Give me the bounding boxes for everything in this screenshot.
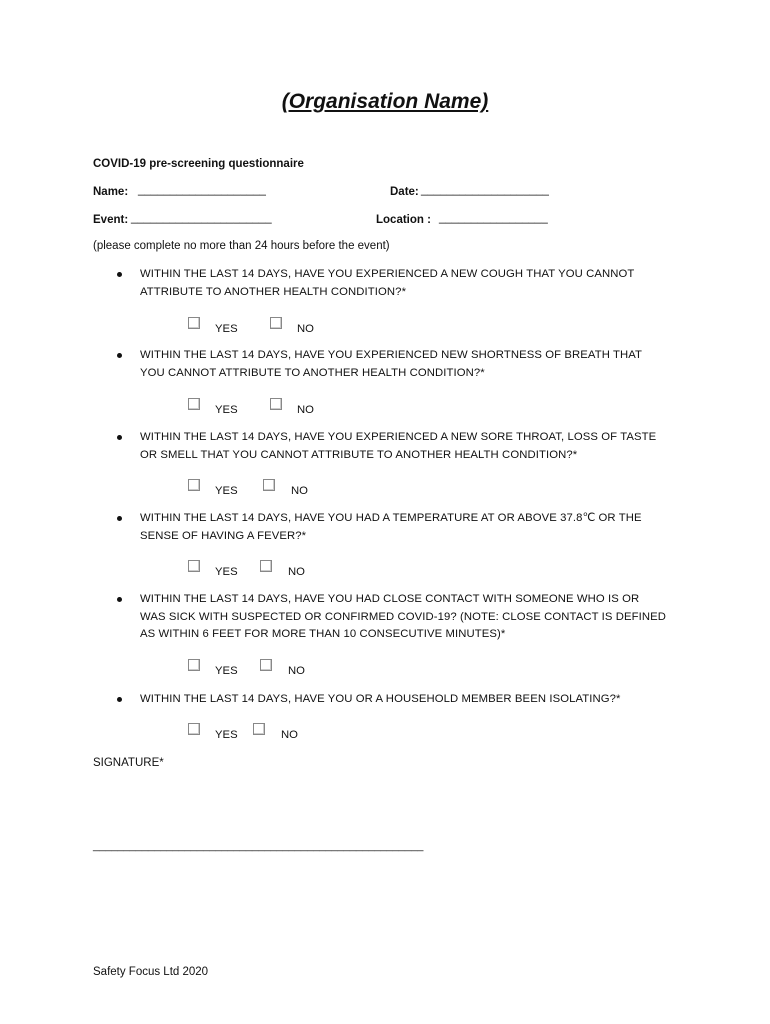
bullet-icon	[117, 353, 122, 358]
question-4-yes-checkbox[interactable]	[188, 560, 200, 572]
question-4-no-label: NO	[288, 566, 305, 578]
name-label: Name:	[93, 186, 129, 198]
signature-label: SIGNATURE*	[93, 757, 164, 769]
question-5-no-label: NO	[288, 665, 305, 677]
question-2-line-2: YOU CANNOT ATTRIBUTE TO ANOTHER HEALTH CONDITION?*	[140, 366, 485, 379]
question-4-line-2: SENSE OF HAVING A FEVER?*	[140, 529, 307, 542]
question-5-yes-checkbox[interactable]	[188, 659, 200, 671]
bullet-icon	[117, 516, 122, 521]
question-2-no-label: NO	[297, 404, 314, 416]
question-5-no-checkbox[interactable]	[260, 659, 272, 671]
question-4-yes-label: YES	[215, 566, 238, 578]
question-4-line-1: WITHIN THE LAST 14 DAYS, HAVE YOU HAD A TEMPERATURE AT OR ABOVE 37.8℃ OR THE	[140, 512, 642, 524]
completion-note: (please complete no more than 24 hours before the event)	[93, 240, 390, 252]
question-3-no-label: NO	[291, 485, 308, 497]
question-6-no-label: NO	[281, 729, 298, 741]
event-field[interactable]: ______________________	[131, 212, 272, 224]
organisation-name-title: (Organisation Name)	[281, 90, 489, 113]
question-2-yes-label: YES	[215, 404, 238, 416]
location-field[interactable]: _________________	[439, 212, 548, 224]
date-label: Date:	[390, 186, 419, 198]
question-1	[140, 266, 680, 301]
bullet-icon	[117, 272, 122, 277]
question-3	[140, 429, 680, 464]
question-2	[140, 347, 680, 382]
question-3-yes-checkbox[interactable]	[188, 479, 200, 491]
question-5-yes-label: YES	[215, 665, 238, 677]
question-4	[140, 510, 680, 545]
question-1-line-1: WITHIN THE LAST 14 DAYS, HAVE YOU EXPERIENCED A NEW COUGH THAT YOU CANNOT	[140, 268, 635, 280]
question-1-line-2: ATTRIBUTE TO ANOTHER HEALTH CONDITION?*	[140, 285, 407, 298]
name-field[interactable]: ____________________	[138, 184, 266, 196]
form-subtitle: COVID-19 pre-screening questionnaire	[93, 158, 304, 170]
question-6-line-1: WITHIN THE LAST 14 DAYS, HAVE YOU OR A HOUSEHOLD MEMBER BEEN ISOLATING?*	[140, 693, 621, 705]
question-2-line-1: WITHIN THE LAST 14 DAYS, HAVE YOU EXPERIENCED NEW SHORTNESS OF BREATH THAT	[140, 349, 643, 361]
question-5-line-1: WITHIN THE LAST 14 DAYS, HAVE YOU HAD CLOSE CONTACT WITH SOMEONE WHO IS OR	[140, 593, 640, 605]
question-5-line-3: AS WITHIN 6 FEET FOR MORE THAN 10 CONSECUTIVE MINUTES)*	[140, 628, 506, 640]
date-field[interactable]: ____________________	[421, 184, 549, 196]
signature-field[interactable]: ______________________________________________________	[93, 840, 424, 852]
bullet-icon	[117, 697, 122, 702]
location-label: Location :	[376, 214, 431, 226]
question-6-no-checkbox[interactable]	[253, 723, 265, 735]
question-2-yes-checkbox[interactable]	[188, 398, 200, 410]
question-5-line-2: WAS SICK WITH SUSPECTED OR CONFIRMED COVID-19? (NOTE: CLOSE CONTACT IS DEFINED	[140, 610, 667, 623]
bullet-icon	[117, 435, 122, 440]
question-3-line-1: WITHIN THE LAST 14 DAYS, HAVE YOU EXPERIENCED A NEW SORE THROAT, LOSS OF TASTE	[140, 431, 657, 443]
question-6-yes-checkbox[interactable]	[188, 723, 200, 735]
bullet-icon	[117, 597, 122, 602]
footer-text: Safety Focus Ltd 2020	[93, 966, 209, 978]
question-4-no-checkbox[interactable]	[260, 560, 272, 572]
question-1-no-label: NO	[297, 323, 314, 335]
question-6-yes-label: YES	[215, 729, 238, 741]
question-3-no-checkbox[interactable]	[263, 479, 275, 491]
question-1-yes-checkbox[interactable]	[188, 317, 200, 329]
question-3-yes-label: YES	[215, 485, 238, 497]
question-6	[140, 691, 680, 709]
event-label: Event:	[93, 214, 129, 226]
question-1-no-checkbox[interactable]	[270, 317, 282, 329]
question-2-no-checkbox[interactable]	[270, 398, 282, 410]
question-5	[140, 591, 680, 644]
question-1-yes-label: YES	[215, 323, 238, 335]
question-3-line-2: OR SMELL THAT YOU CANNOT ATTRIBUTE TO ANOTHER HEALTH CONDITION?*	[140, 448, 578, 461]
